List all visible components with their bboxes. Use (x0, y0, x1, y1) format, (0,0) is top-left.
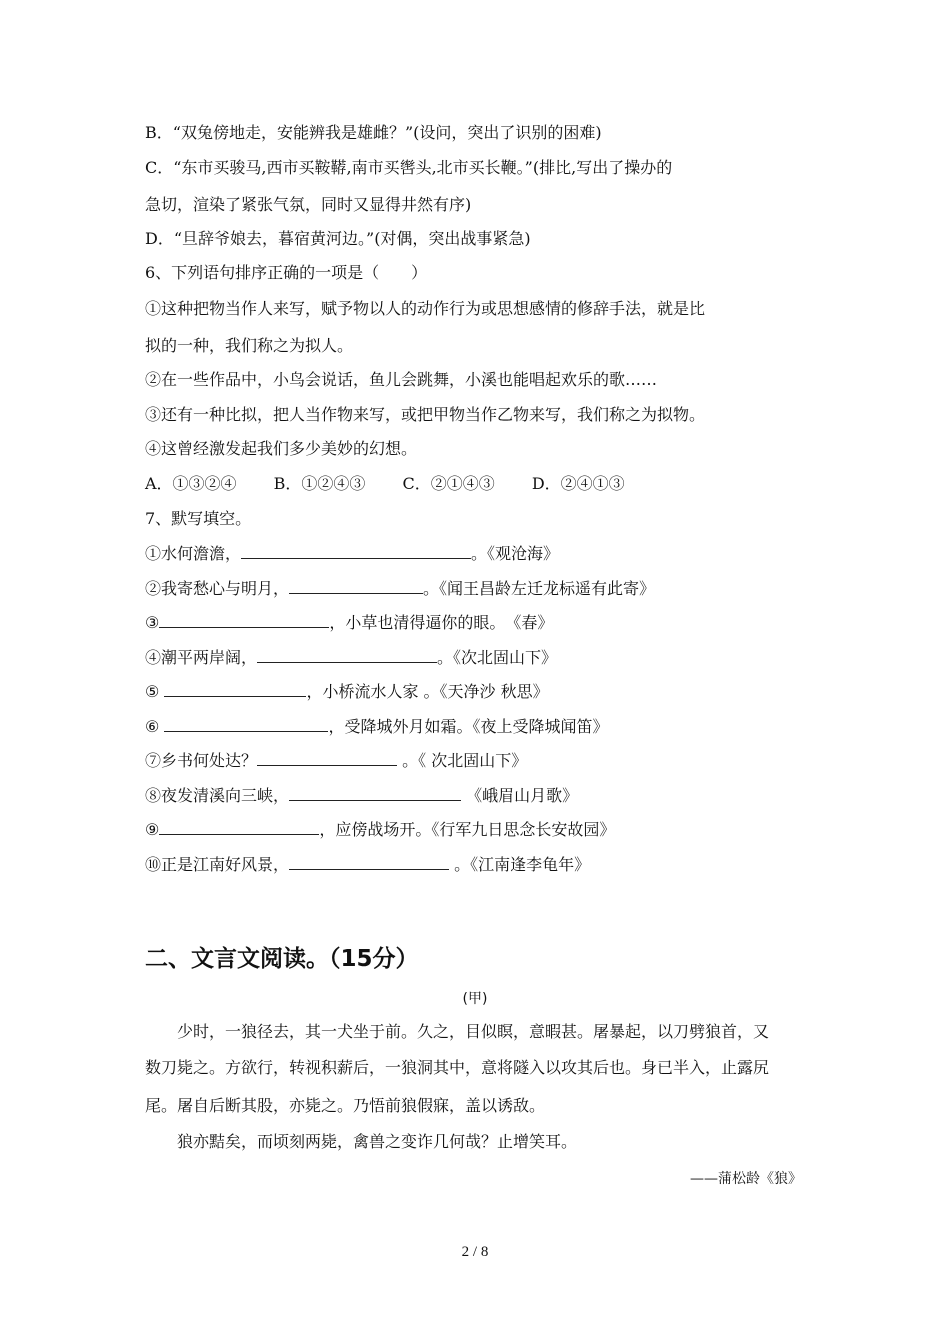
q7-stem: 7、默写填空。 (145, 509, 252, 528)
q6-sentence-1b: 拟的一种，我们称之为拟人。 (145, 336, 354, 355)
q6-stem: 6、下列语句排序正确的一项是（ ） (145, 263, 428, 282)
blank-field[interactable] (257, 749, 397, 766)
q7-item-7: ⑦乡书何处达？ 。《 次北固山下》 (145, 751, 528, 770)
q5-option-b: B．“双兔傍地走，安能辨我是雄雌？”(设问，突出了识别的困难) (145, 123, 602, 142)
q7-item-4: ④潮平两岸阔， 。《次北固山下》 (145, 648, 558, 667)
blank-field[interactable] (159, 611, 329, 628)
q7-item-6: ⑥ ，受降城外月如霜。《夜上受降城闻笛》 (145, 717, 609, 736)
blank-field[interactable] (289, 577, 423, 594)
q6-sentence-2: ②在一些作品中，小鸟会说话，鱼儿会跳舞，小溪也能唱起欢乐的歌…… (145, 370, 658, 389)
q5-option-c-line2: 急切，渲染了紧张气氛，同时又显得井然有序) (145, 195, 472, 214)
blank-field[interactable] (159, 818, 319, 835)
blank-field[interactable] (164, 715, 328, 732)
q5-option-d: D．“旦辞爷娘去，暮宿黄河边。”(对偶，突出战事紧急) (145, 229, 531, 248)
section-title: 二、文言文阅读。（15分） (145, 946, 419, 972)
q7-item-9: ⑨ ，应傍战场开。《行军九日思念长安故园》 (145, 820, 616, 839)
blank-field[interactable] (241, 542, 471, 559)
q6-sentence-4: ④这曾经激发起我们多少美妙的幻想。 (145, 439, 418, 458)
q6-options: A．①③②④ B．①②④③ C．②①④③ D．②④①③ (145, 474, 625, 493)
q7-item-3: ③ ，小草也清得逼你的眼。 《春》 (145, 613, 554, 632)
q7-item-2: ②我寄愁心与明月， 。《闻王昌龄左迁龙标遥有此寄》 (145, 579, 656, 598)
q7-item-8: ⑧夜发清溪向三峡， 《峨眉山月歌》 (145, 786, 579, 805)
q6-sentence-1a: ①这种把物当作人来写，赋予物以人的动作行为或思想感情的修辞手法，就是比 (145, 299, 706, 318)
q7-item-10: ⑩正是江南好风景， 。《江南逢李龟年》 (145, 855, 591, 874)
page-number: 2 / 8 (461, 1244, 489, 1260)
q6-sentence-3: ③还有一种比拟，把人当作物来写，或把甲物当作乙物来写，我们称之为拟物。 (145, 405, 706, 424)
q7-item-5: ⑤ ，小桥流水人家 。《天净沙 秋思》 (145, 682, 549, 701)
passage-paragraph-1c: 尾。屠自后断其股，亦毙之。乃悟前狼假寐，盖以诱敌。 (145, 1096, 546, 1115)
passage-paragraph-2: 狼亦黠矣，而顷刻两毙，禽兽之变诈几何哉？止增笑耳。 (145, 1132, 578, 1151)
blank-field[interactable] (289, 853, 449, 870)
passage-author: ——蒲松龄《狼》 (690, 1171, 802, 1187)
passage-paragraph-1a: 少时，一狼径去，其一犬坐于前。久之，目似瞑，意暇甚。屠暴起，以刀劈狼首，又 (145, 1022, 770, 1041)
passage-subtitle: (甲) (462, 991, 488, 1007)
passage-paragraph-1b: 数刀毙之。方欲行，转视积薪后，一狼洞其中，意将隧入以攻其后也。身已半入，止露尻 (145, 1058, 770, 1077)
q7-item-1: ①水何澹澹， 。《观沧海》 (145, 544, 560, 563)
q5-option-c-line1: C．“东市买骏马,西市买鞍鞯,南市买辔头,北市买长鞭。”(排比,写出了操办的 (145, 158, 673, 177)
blank-field[interactable] (289, 784, 461, 801)
blank-field[interactable] (164, 680, 306, 697)
blank-field[interactable] (257, 646, 437, 663)
